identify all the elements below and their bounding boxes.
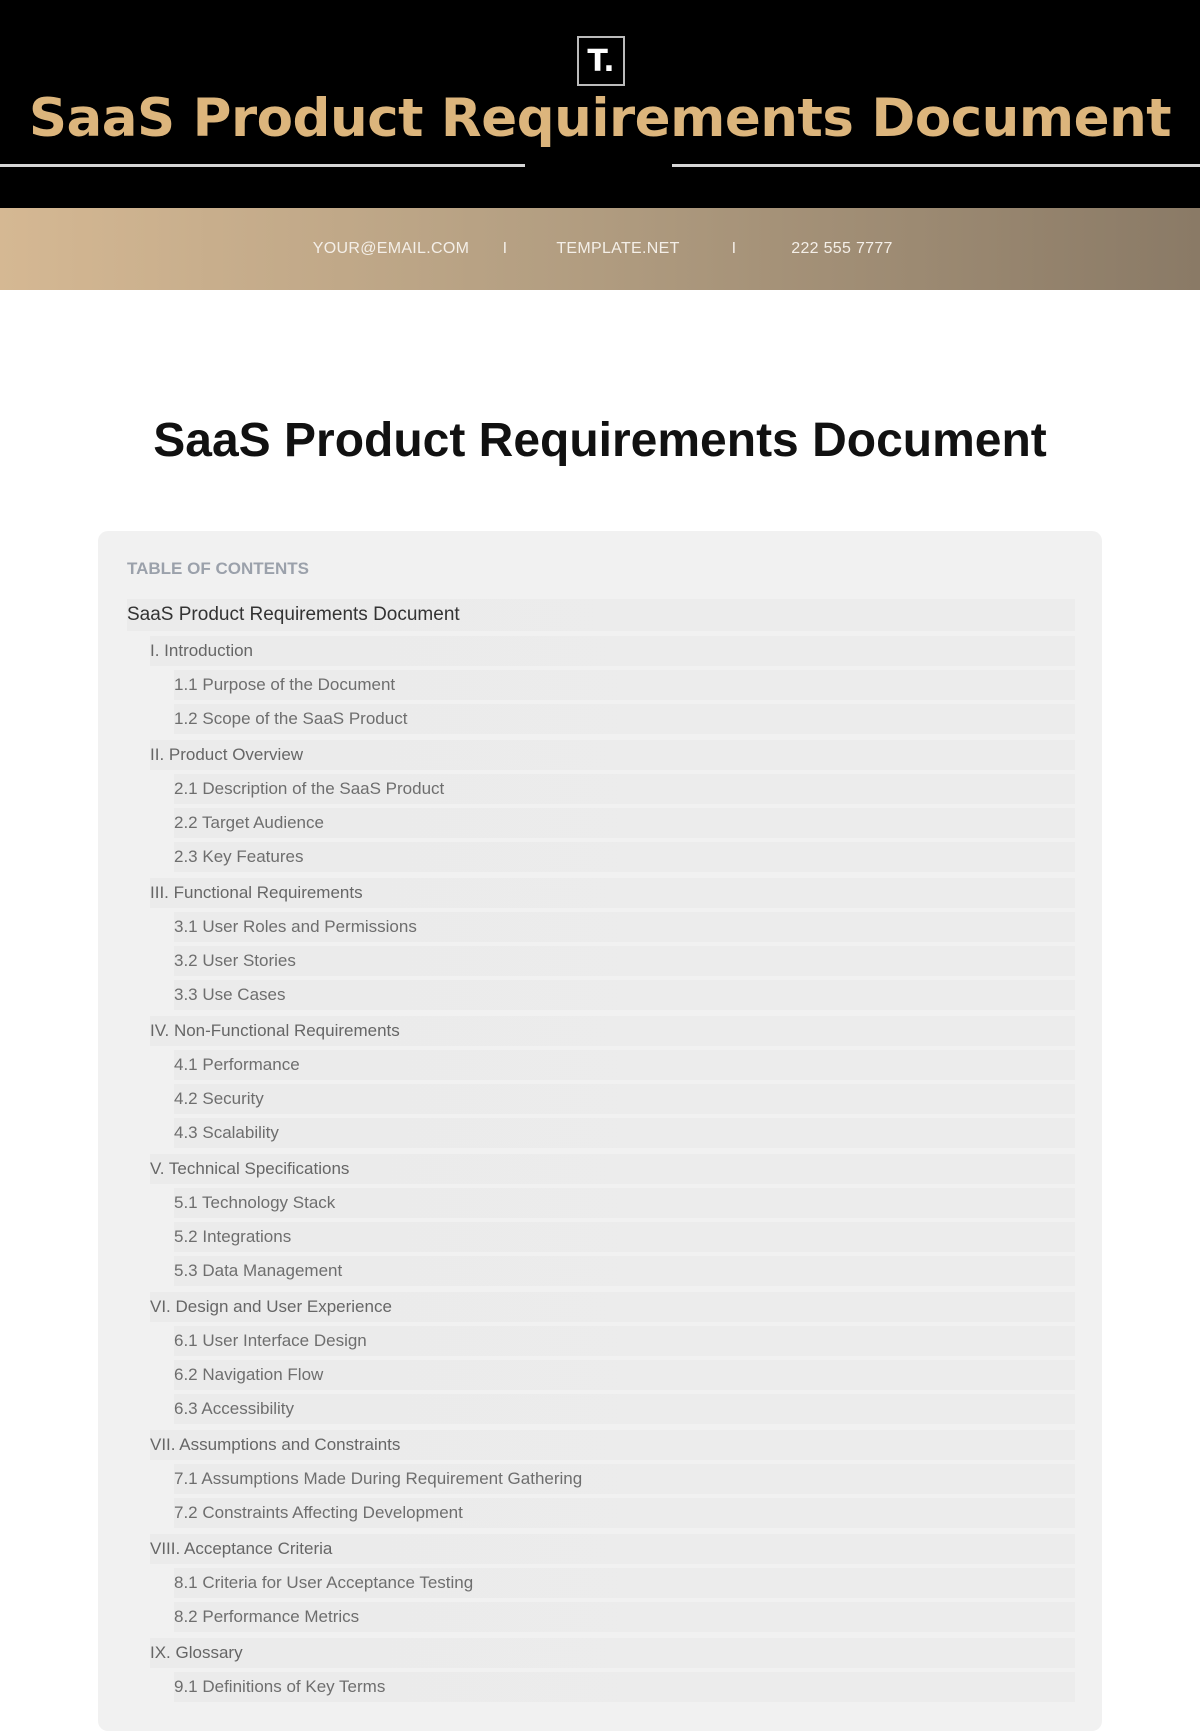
divider-right (672, 164, 1200, 167)
toc-section[interactable]: III. Functional Requirements (150, 878, 1075, 908)
table-of-contents (98, 531, 1102, 1731)
toc-section[interactable]: IV. Non-Functional Requirements (150, 1016, 1075, 1046)
toc-subsection[interactable]: 1.2 Scope of the SaaS Product (174, 704, 1075, 734)
toc-section[interactable]: I. Introduction (150, 636, 1075, 666)
toc-subsection[interactable]: 2.1 Description of the SaaS Product (174, 774, 1075, 804)
toc-subsection[interactable]: 6.2 Navigation Flow (174, 1360, 1075, 1390)
toc-subsection[interactable]: 6.3 Accessibility (174, 1394, 1075, 1424)
toc-subsection[interactable]: 1.1 Purpose of the Document (174, 670, 1075, 700)
toc-subsection[interactable]: 2.2 Target Audience (174, 808, 1075, 838)
contact-website: TEMPLATE.NET (556, 240, 680, 257)
toc-label: TABLE OF CONTENTS (127, 559, 309, 578)
toc-subsection[interactable]: 4.2 Security (174, 1084, 1075, 1114)
toc-list (127, 599, 1075, 1706)
template-logo: T. (577, 36, 625, 86)
toc-section[interactable]: VIII. Acceptance Criteria (150, 1534, 1075, 1564)
toc-section[interactable]: V. Technical Specifications (150, 1154, 1075, 1184)
toc-subsection[interactable]: 7.2 Constraints Affecting Development (174, 1498, 1075, 1528)
toc-item-root[interactable]: SaaS Product Requirements Document (127, 599, 1075, 631)
toc-section[interactable]: IX. Glossary (150, 1638, 1075, 1668)
contact-separator: I (731, 240, 737, 257)
toc-subsection[interactable]: 3.3 Use Cases (174, 980, 1075, 1010)
toc-subsection[interactable]: 3.2 User Stories (174, 946, 1075, 976)
toc-subsection[interactable]: 8.2 Performance Metrics (174, 1602, 1075, 1632)
toc-section[interactable]: VI. Design and User Experience (150, 1292, 1075, 1322)
header-banner (0, 0, 1200, 208)
toc-subsection[interactable]: 5.3 Data Management (174, 1256, 1075, 1286)
toc-section[interactable]: VII. Assumptions and Constraints (150, 1430, 1075, 1460)
toc-section[interactable]: II. Product Overview (150, 740, 1075, 770)
toc-subsection[interactable]: 9.1 Definitions of Key Terms (174, 1672, 1075, 1702)
contact-separator: I (502, 240, 508, 257)
toc-subsection[interactable]: 3.1 User Roles and Permissions (174, 912, 1075, 942)
toc-subsection[interactable]: 2.3 Key Features (174, 842, 1075, 872)
header-title: SaaS Product Requirements Document (28, 88, 1172, 149)
toc-subsection[interactable]: 5.1 Technology Stack (174, 1188, 1075, 1218)
page-title: SaaS Product Requirements Document (153, 414, 1047, 467)
divider-left (0, 164, 525, 167)
toc-subsection[interactable]: 4.1 Performance (174, 1050, 1075, 1080)
toc-subsection[interactable]: 4.3 Scalability (174, 1118, 1075, 1148)
toc-subsection[interactable]: 6.1 User Interface Design (174, 1326, 1075, 1356)
toc-subsection[interactable]: 8.1 Criteria for User Acceptance Testing (174, 1568, 1075, 1598)
toc-subsection[interactable]: 7.1 Assumptions Made During Requirement Gathering (174, 1464, 1075, 1494)
contact-phone: 222 555 7777 (791, 240, 893, 257)
contact-email: YOUR@EMAIL.COM (312, 240, 470, 257)
toc-subsection[interactable]: 5.2 Integrations (174, 1222, 1075, 1252)
